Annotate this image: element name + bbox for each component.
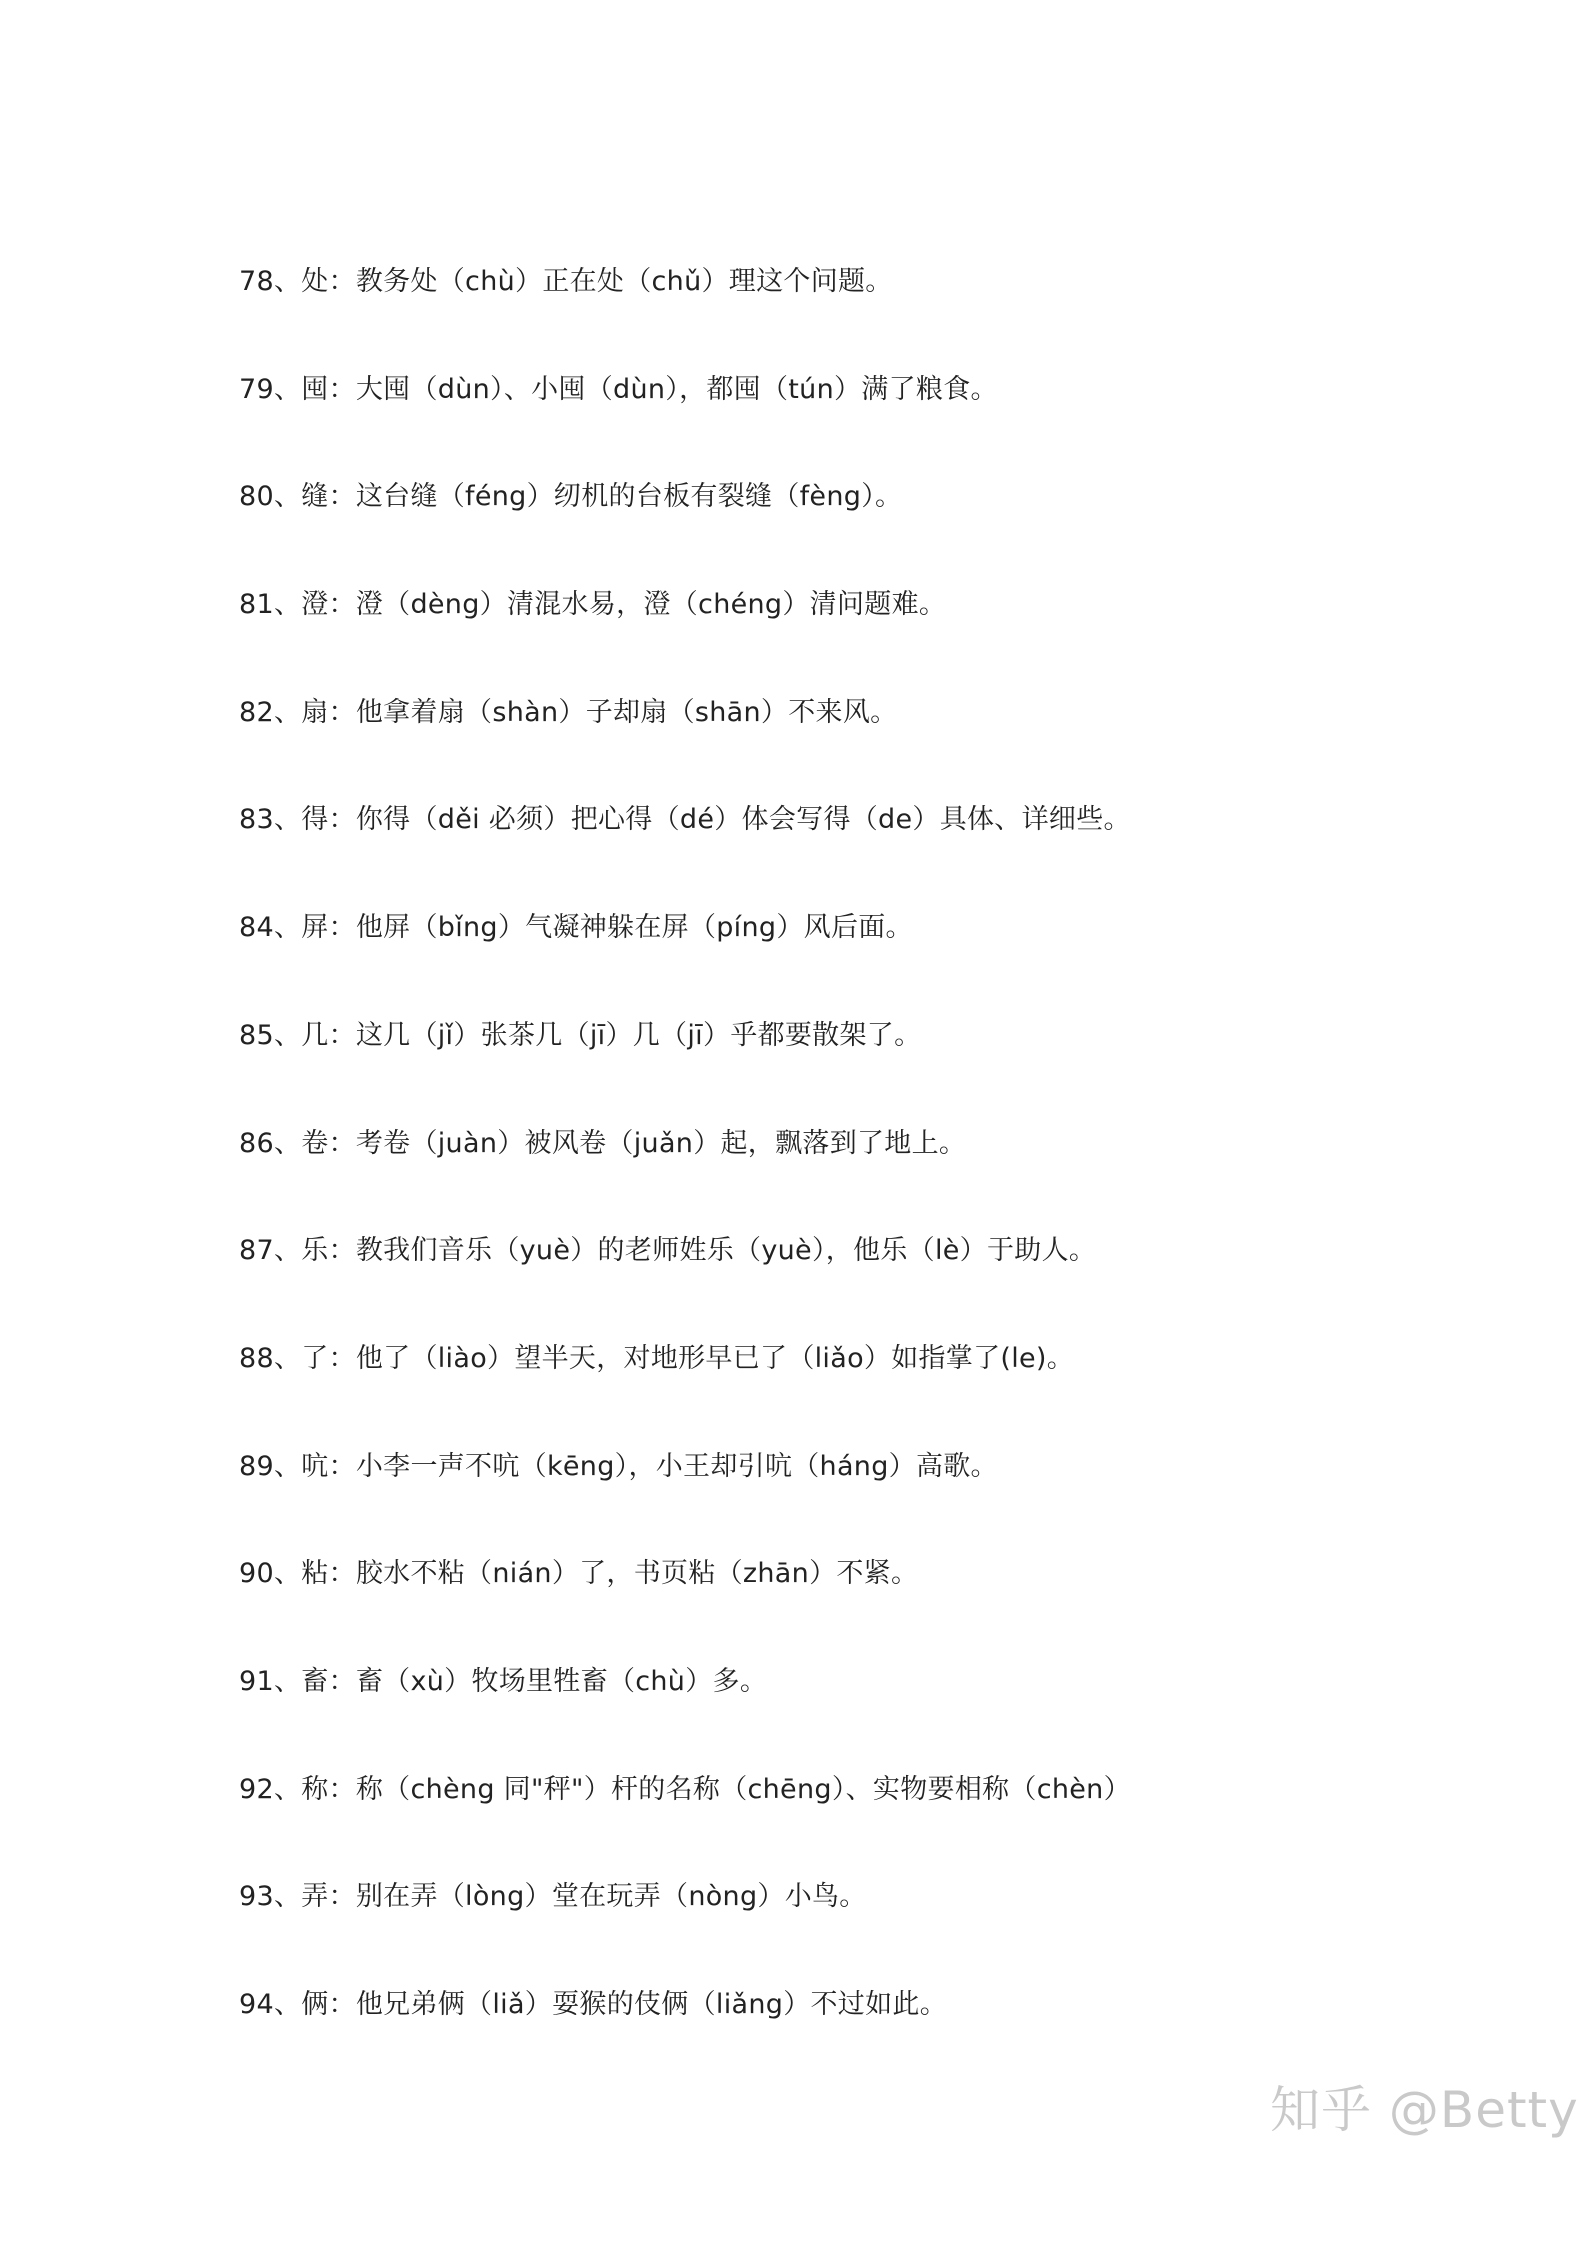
list-item: 83、得：你得（děi 必须）把心得（dé）体会写得（de）具体、详细些。 — [239, 804, 1131, 836]
list-item: 80、缝：这台缝（féng）纫机的台板有裂缝（fèng）。 — [239, 481, 903, 513]
list-item: 79、囤：大囤（dùn）、小囤（dùn），都囤（tún）满了粮食。 — [239, 373, 998, 405]
list-item: 85、几：这几（jǐ）张茶几（jī）几（jī）乎都要散架了。 — [239, 1019, 922, 1051]
list-item: 92、称：称（chèng 同"秤"）杆的名称（chēng）、实物要相称（chèn） — [239, 1773, 1131, 1805]
list-item: 91、畜：畜（xù）牧场里牲畜（chù）多。 — [239, 1665, 768, 1697]
list-item: 90、粘：胶水不粘（nián）了，书页粘（zhān）不紧。 — [239, 1558, 919, 1590]
polyphonic-character-list — [239, 258, 1489, 2089]
zhihu-watermark: 知乎 @Betty — [1270, 2081, 1579, 2139]
list-item: 89、吭：小李一声不吭（kēng），小王却引吭（háng）高歌。 — [239, 1450, 998, 1482]
list-item: 86、卷：考卷（juàn）被风卷（juǎn）起，飘落到了地上。 — [239, 1127, 967, 1159]
list-item: 94、俩：他兄弟俩（liǎ）耍猴的伎俩（liǎng）不过如此。 — [239, 1989, 948, 2020]
list-item: 84、屏：他屏（bǐng）气凝神躲在屏（píng）风后面。 — [239, 912, 913, 944]
list-item: 93、弄：别在弄（lòng）堂在玩弄（nòng）小鸟。 — [239, 1881, 867, 1913]
list-item: 81、澄：澄（dèng）清混水易，澄（chéng）清问题难。 — [239, 589, 947, 621]
list-item: 82、扇：他拿着扇（shàn）子却扇（shān）不来风。 — [239, 696, 898, 728]
list-item: 87、乐：教我们音乐（yuè）的老师姓乐（yuè），他乐（lè）于助人。 — [239, 1235, 1097, 1267]
list-item: 78、处：教务处（chù）正在处（chǔ）理这个问题。 — [239, 266, 893, 297]
list-item: 88、了：他了（liào）望半天，对地形早已了（liǎo）如指掌了(le)。 — [239, 1342, 1075, 1374]
